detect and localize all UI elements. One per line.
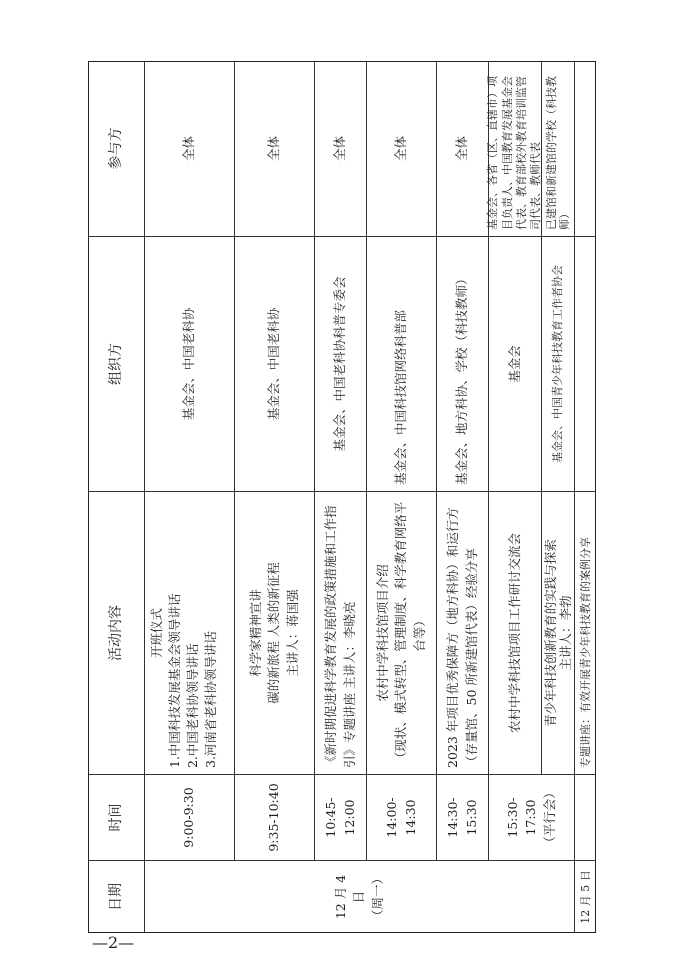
row2-organizer: 基金会、中国老科协 xyxy=(235,236,315,491)
row5-content: 2023 年项目优秀保障方（地方科协）和运行方（存量馆、50 所新建馆代表）经验分享 xyxy=(437,491,489,774)
header-organizer: 组织方 xyxy=(88,236,145,491)
row2-participants: 全体 xyxy=(235,61,315,236)
row2-time: 9:35-10:40 xyxy=(235,774,315,860)
row7-content-title: 青少年科技创新教育的实践与探索 xyxy=(543,539,558,727)
row1-organizer: 基金会、中国老科协 xyxy=(145,236,235,491)
row6-participants: 基金会、各省（区、直辖市）项目负责人、中国教育发展基金会代表、教育部校外教育培训监管司代表、教师代表 xyxy=(489,61,542,236)
row7-organizer: 基金会、中国青少年科技教育工作者协会 xyxy=(542,236,575,491)
row1-participants: 全体 xyxy=(145,61,235,236)
row2-content-speaker: 主讲人：蒋国强 xyxy=(284,589,300,677)
row4-content-detail: （现状、模式转型、管理制度、科学教育网络平台等） xyxy=(393,501,427,765)
header-time: 时间 xyxy=(88,774,145,860)
header-participants: 参与方 xyxy=(88,61,145,236)
row7-content xyxy=(542,491,575,774)
row2-content-title: 科学家精神宣讲 xyxy=(248,589,264,677)
date-dec4: 12 月 4 日 xyxy=(333,874,367,920)
row4-content xyxy=(367,491,437,774)
row1-content-item3: 3.河南省老科协领导讲话 xyxy=(203,631,219,768)
schedule-table xyxy=(88,61,596,933)
row2-content-topic: 碳的新旅程 人类的新征程 xyxy=(266,562,282,704)
row6-organizer: 基金会 xyxy=(489,236,542,491)
row6-time xyxy=(489,774,575,860)
row5-participants: 全体 xyxy=(437,61,489,236)
row1-content-item1: 1.中国科技发展基金会领导讲话 xyxy=(167,593,183,768)
date-dec4-weekday: （周一） xyxy=(369,872,385,923)
row5-organizer: 基金会、地方科协、学校（科技教师） xyxy=(437,236,489,491)
row4-time: 14:00-14:30 xyxy=(367,774,437,860)
row1-content-item2: 2.中国老科协领导讲话 xyxy=(185,643,201,768)
row1-time: 9:00-9:30 xyxy=(145,774,235,860)
date-dec5: 12 月 5 日 xyxy=(575,860,596,933)
row1-content xyxy=(145,491,235,774)
row6-time-note: （平行会） xyxy=(541,786,557,849)
row4-content-title: 农村中学科技馆项目介绍 xyxy=(375,564,391,702)
row7-content-speaker: 主讲人：李勃 xyxy=(558,595,573,671)
date-cell-dec4 xyxy=(145,860,575,933)
row3-content: 《新时期促进科学教育发展的政策措施和工作指引》专题讲座 主讲人：李晓亮 xyxy=(315,491,367,774)
row6-time-range: 15:30-17:30 xyxy=(505,797,539,838)
row8-organizer xyxy=(575,236,596,491)
row5-time: 14:30-15:30 xyxy=(437,774,489,860)
row7-participants: 已建馆和新建馆的学校（科技教师） xyxy=(542,61,575,236)
row8-content: 专题讲座：有效开展青少年科技教育的案例分享 xyxy=(575,491,596,774)
row3-time: 10:45-12:00 xyxy=(315,774,367,860)
row6-content: 农村中学科技馆项目工作研讨交流会 xyxy=(489,491,542,774)
row1-content-title: 开班仪式 xyxy=(149,608,164,659)
row8-participants xyxy=(575,61,596,236)
page-number: —2— xyxy=(92,933,135,952)
row8-time xyxy=(575,774,596,860)
row4-organizer: 基金会、中国科技馆网络科普部 xyxy=(367,236,437,491)
row2-content xyxy=(235,491,315,774)
row3-participants: 全体 xyxy=(315,61,367,236)
header-date: 日期 xyxy=(88,860,145,933)
row3-organizer: 基金会、中国老科协科普专委会 xyxy=(315,236,367,491)
header-content: 活动内容 xyxy=(88,491,145,774)
row4-participants: 全体 xyxy=(367,61,437,236)
